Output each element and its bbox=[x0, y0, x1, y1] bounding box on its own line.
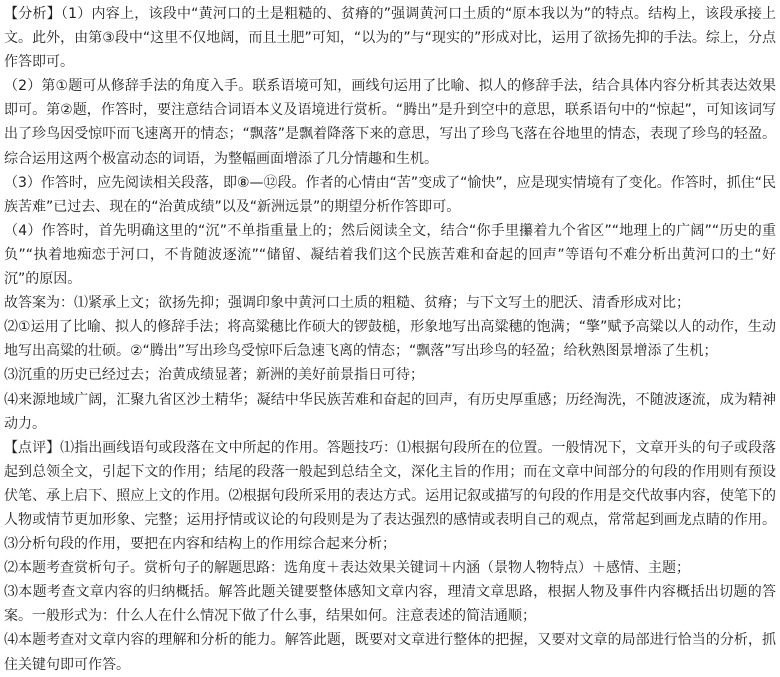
answer-paragraph-1: 故答案为：⑴紧承上文；欲扬先抑；强调印象中黄河口土质的粗糙、贫瘠；与下文写土的肥沃、清香形成对比； bbox=[4, 295, 690, 312]
answer-paragraph-4: ⑷来源地域广阔，汇聚九省区沙土精华；凝结中华民族苦难和奋起的回声，有历史厚重感；历经淘洗，不随波逐流，成为精神动力。 bbox=[4, 391, 776, 432]
answer-paragraph-2: ⑵①运用了比喻、拟人的修辞手法；将高粱穗比作硕大的锣鼓槌，形象地写出高粱穗的饱满；“擎”赋予高粱以人的动作，生动地写出高粱的壮硕。②“腾出”写出珍鸟受惊吓后急速飞离的情态；“飘落”写出珍鸟的轻盈；给秋熟图景增添了生机； bbox=[4, 319, 776, 360]
comment-paragraph-1: 【点评】⑴指出画线语句或段落在文中所起的作用。答题技巧：⑴根据句段所在的位置。一般情况下，文章开头的句子或段落起到总领全文，引起下文的作用；结尾的段落一般起到总结全文，深化主旨的作用；而在文章中间部分的句段的作用则有预设伏笔、承上启下、照应上文的作用。⑵根据句段所采用的表达方式。运用记叙或描写的句段的作用是交代故事内容，使笔下的人物或情节更加形象、完整；运用抒情或议论的句段则是为了表达强烈的感情或表明自己的观点，常常起到画龙点睛的作用。⑶分析句段的作用，要把在内容和结构上的作用综合起来分析； bbox=[4, 439, 776, 553]
comment-paragraph-2: ⑵本题考查赏析句子。赏析句子的解题思路：选角度＋表达效果关键词＋内涵（景物人物特点）＋感情、主题； bbox=[4, 560, 690, 577]
analysis-paragraph-1: 【分析】（1）内容上，该段中“黄河口的土是粗糙的、贫瘠的”强调黄河口土质的“原本我以为”的特点。结构上，该段承接上文。此外，由第③段中“这里不仅地阔，而且土肥”可知，“以为的”与“现实的”形成对比，运用了欲扬先抑的手法。综上，分点作答即可。 bbox=[4, 6, 776, 71]
comment-paragraph-3: ⑶本题考查文章内容的归纳概括。解答此题关键要整体感知文章内容，理清文章思路，根据人物及事件内容概括出切题的答案。一般形式为：什么人在什么情况下做了什么事，结果如何。注意表述的简洁通顺； bbox=[4, 584, 776, 625]
analysis-paragraph-3: （3）作答时，应先阅读相关段落，即⑧—⑫段。作者的心情由“苦”变成了“愉快”，应是现实情境有了变化。作答时，抓住“民族苦难”已过去、现在的“治黄成绩”以及“新洲远景”的期望分析作答即可。 bbox=[4, 174, 776, 215]
answer-paragraph-3: ⑶沉重的历史已经过去；治黄成绩显著；新洲的美好前景指日可待； bbox=[4, 367, 424, 384]
comment-paragraph-4: ⑷本题考查对文章内容的理解和分析的能力。解答此题，既要对文章进行整体的把握，又要对文章的局部进行恰当的分析，抓住关键句即可作答。 bbox=[4, 632, 776, 673]
analysis-paragraph-4: （4）作答时，首先明确这里的“沉”不单指重量上的；然后阅读全文，结合“你手里攥着九个省区”“地理上的广阔”“历史的重负”“执着地痴恋于河口，不肯随波逐流”“储留、凝结着我们这个民族苦难和奋起的回声”等语句不难分析出黄河口的土“好沉”的原因。 bbox=[4, 222, 776, 288]
analysis-paragraph-2: （2）第①题可从修辞手法的角度入手。联系语境可知，画线句运用了比喻、拟人的修辞手法，结合具体内容分析其表达效果即可。第②题，作答时，要注意结合词语本义及语境进行赏析。“腾出”是升到空中的意思，联系语句中的“惊起”，可知该词写出了珍鸟因受惊吓而飞速离开的情态；“飘落”是飘着降落下来的意思，写出了珍鸟飞落在谷地里的情态，表现了珍鸟的轻盈。综合运用这两个极富动态的词语，为整幅画面增添了几分情趣和生机。 bbox=[4, 78, 776, 167]
